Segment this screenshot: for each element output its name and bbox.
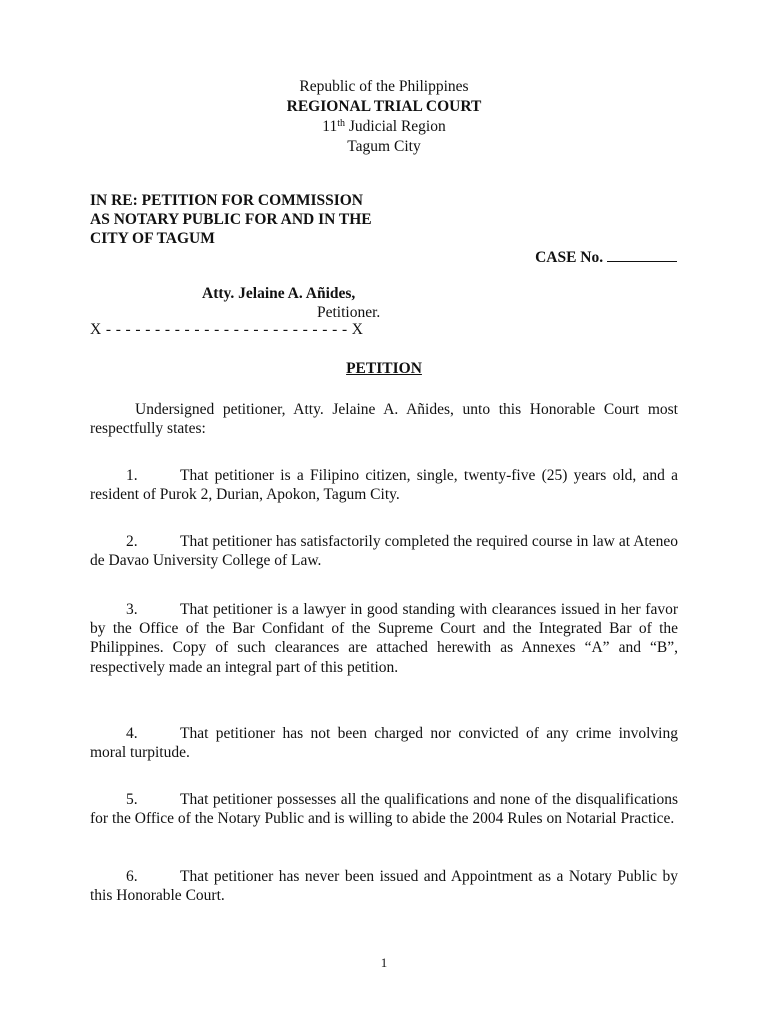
caption-line-3: CITY OF TAGUM <box>90 230 215 247</box>
case-number-blank <box>607 248 677 262</box>
court-header <box>0 77 768 157</box>
paragraph-text: That petitioner is a lawyer in good standing with clearances issued in her favor by the Office of the Bar Confidant of the Supreme Court and the Integrated Bar of the Philippines. Copy of such clearances are attached herewith as Annexes “A” and “B”, respectively made an integral part of this petition. <box>90 601 678 676</box>
paragraph-number: 6. <box>126 868 138 885</box>
paragraph-number: 5. <box>126 791 138 808</box>
petitioner-name: Atty. Jelaine A. Añides, <box>202 285 356 302</box>
paragraph-number: 4. <box>126 725 138 742</box>
document-title: PETITION <box>346 360 422 377</box>
paragraph-text: That petitioner is a Filipino citizen, single, twenty-five (25) years old, and a resident of Purok 2, Durian, Apokon, Tagum City. <box>90 467 678 504</box>
region-text: Judicial Region <box>344 118 446 135</box>
paragraph-number: 2. <box>126 533 138 550</box>
paragraph-number: 1. <box>126 467 138 484</box>
caption-separator: X - - - - - - - - - - - - - - - - - - - - - - - - - X <box>90 321 364 338</box>
header-republic: Republic of the Philippines <box>299 78 469 95</box>
case-caption <box>90 191 372 248</box>
paragraph-text: That petitioner possesses all the qualifications and none of the disqualifications for the Office of the Notary Public and is willing to abide the 2004 Rules on Notarial Practice. <box>90 791 678 828</box>
paragraph-5 <box>90 790 678 828</box>
header-court-name: REGIONAL TRIAL COURT <box>286 98 482 115</box>
paragraph-text: That petitioner has never been issued and Appointment as a Notary Public by this Honorable Court. <box>90 868 678 905</box>
paragraph-6 <box>90 867 678 905</box>
paragraph-text: That petitioner has not been charged nor convicted of any crime involving moral turpitude. <box>90 725 678 762</box>
header-city: Tagum City <box>347 138 421 155</box>
header-judicial-region <box>0 117 768 137</box>
paragraph-3 <box>90 600 678 677</box>
caption-line-2: AS NOTARY PUBLIC FOR AND IN THE <box>90 211 372 228</box>
paragraph-2 <box>90 532 678 570</box>
paragraph-text: That petitioner has satisfactorily completed the required course in law at Ateneo de Davao University College of Law. <box>90 533 678 570</box>
paragraph-1 <box>90 466 678 504</box>
page-number: 1 <box>380 955 388 970</box>
region-ordinal-suffix: th <box>337 118 345 129</box>
paragraph-4 <box>90 724 678 762</box>
region-number: 11 <box>322 118 338 135</box>
paragraph-number: 3. <box>126 601 138 618</box>
case-number <box>535 248 677 267</box>
caption-line-1: IN RE: PETITION FOR COMMISSION <box>90 192 363 209</box>
intro-paragraph: Undersigned petitioner, Atty. Jelaine A. Añides, unto this Honorable Court most respectfully states: <box>90 401 678 438</box>
case-number-label: CASE No. <box>535 249 604 266</box>
petitioner-role: Petitioner. <box>317 304 381 321</box>
